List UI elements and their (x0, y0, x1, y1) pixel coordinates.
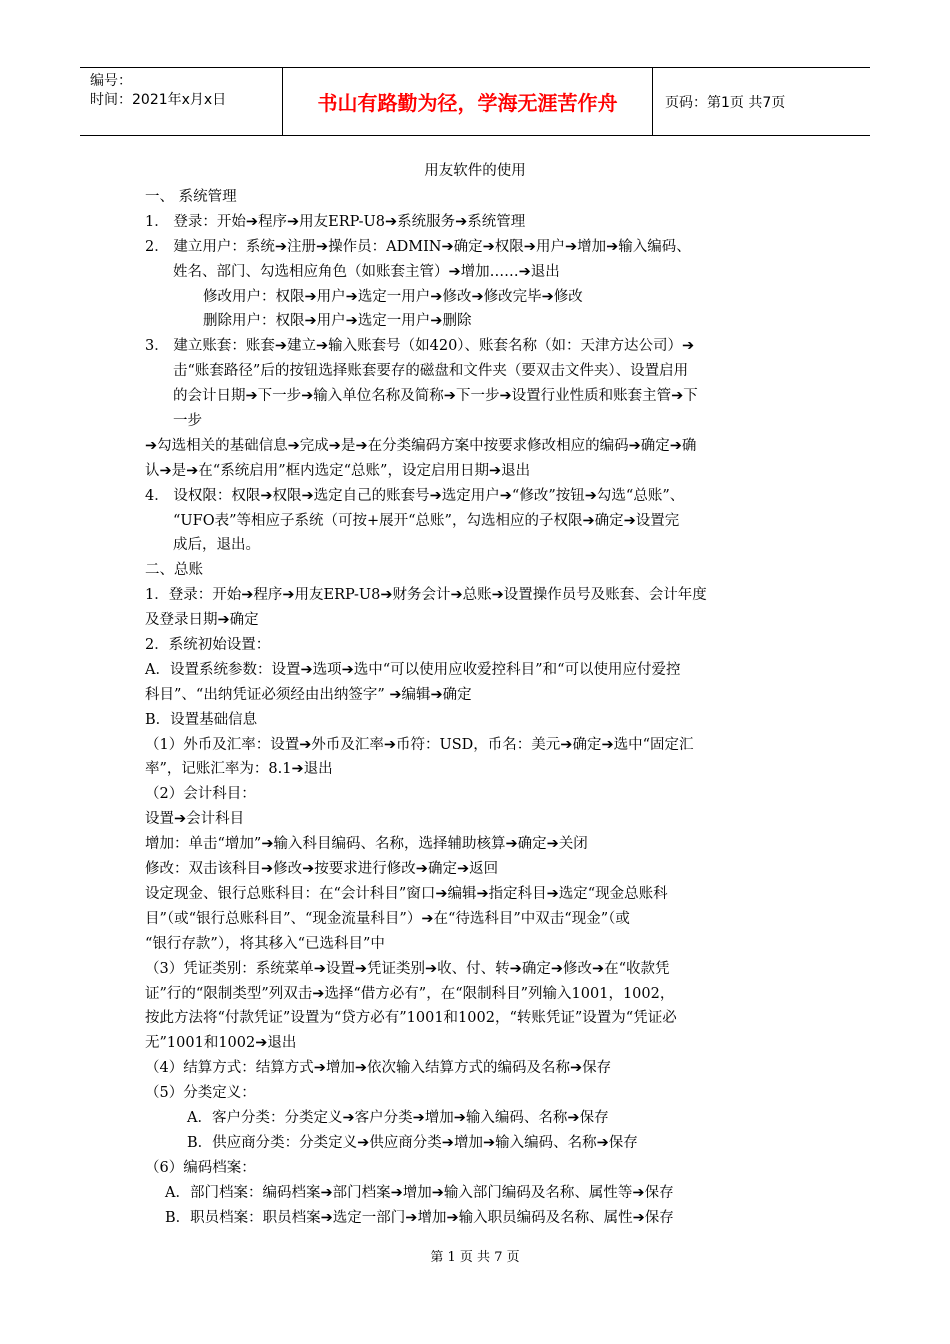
text-line: “UFO表”等相应子系统（可按+展开“总账”，勾选相应的子权限➔确定➔设置完 (173, 512, 680, 529)
text-line: （5）分类定义： (145, 1085, 256, 1102)
header-page-number: 页码：第1页 共7页 (665, 94, 786, 111)
text-line: 二、总账 (145, 562, 203, 579)
doc-time: 时间：2021年x月x日 (90, 92, 227, 108)
text-line: 修改用户：权限➔用户➔选定一用户➔修改➔修改完毕➔修改 (203, 288, 583, 305)
text-line: 率”，记账汇率为：8.1➔退出 (145, 761, 333, 778)
text-line: 修改：双击该科目➔修改➔按要求进行修改➔确定➔返回 (145, 861, 499, 878)
text-line: 无”1001和1002➔退出 (145, 1035, 297, 1052)
text-line: 目”（或“银行总账科目”、“现金流量科目”）➔在“待选科目”中双击“现金”（或 (145, 910, 630, 927)
text-line: （3）凭证类别：系统菜单➔设置➔凭证类别➔收、付、转➔确定➔修改➔在“收款凭 (145, 960, 670, 977)
text-line: 及登录日期➔确定 (145, 612, 259, 629)
text-line: 按此方法将“付款凭证”设置为“贷方必有”1001和1002，“转账凭证”设置为“凭证必 (145, 1010, 677, 1027)
text-line: ➔勾选相关的基础信息➔完成➔是➔在分类编码方案中按要求修改相应的编码➔确定➔确 (145, 437, 697, 454)
text-line: 一、 系统管理 (145, 189, 237, 205)
text-line: （1）外币及汇率：设置➔外币及汇率➔币符：USD，币名：美元➔确定➔选中“固定汇 (145, 736, 694, 753)
document-title: 用友软件的使用 (424, 163, 526, 179)
text-line: 增加：单击“增加”➔输入科目编码、名称，选择辅助核算➔确定➔关闭 (145, 836, 588, 853)
page-header (80, 67, 870, 136)
text-line: 设置➔会计科目 (145, 811, 245, 828)
text-line: B．设置基础信息 (145, 711, 258, 728)
header-info (80, 68, 283, 135)
text-line: 1．登录：开始➔程序➔用友ERP-U8➔财务会计➔总账➔设置操作员号及账套、会计年度 (145, 587, 707, 604)
text-line: A．设置系统参数：设置➔选项➔选中“可以使用应收爱控科目”和“可以使用应付爱控 (145, 661, 681, 678)
text-line: 3． 建立账套：账套➔建立➔输入账套号（如420）、账套名称（如：天津方达公司）➔ (145, 338, 695, 355)
text-line: A．客户分类：分类定义➔客户分类➔增加➔输入编码、名称➔保存 (187, 1109, 609, 1126)
text-line: A．部门档案：编码档案➔部门档案➔增加➔输入部门编码及名称、属性等➔保存 (165, 1184, 674, 1201)
text-line: 一步 (173, 413, 202, 430)
text-line: 删除用户：权限➔用户➔选定一用户➔删除 (203, 313, 472, 330)
text-line: 证”行的“限制类型”列双击➔选择“借方必有”，在“限制科目”列输入1001，1002， (145, 985, 675, 1002)
doc-number: 编号： (90, 73, 132, 89)
text-line: B．供应商分类：分类定义➔供应商分类➔增加➔输入编码、名称➔保存 (187, 1134, 638, 1151)
text-line: 击“账套路径”后的按钮选择账套要存的磁盘和文件夹（要双击文件夹）、设置启用 (173, 363, 689, 380)
text-line: 认➔是➔在“系统启用”框内选定“总账”，设定启用日期➔退出 (145, 462, 531, 479)
text-line: 2． 建立用户：系统➔注册➔操作员：ADMIN➔确定➔权限➔用户➔增加➔输入编码、 (145, 238, 691, 255)
text-line: 的会计日期➔下一步➔输入单位名称及简称➔下一步➔设置行业性质和账套主管➔下 (173, 388, 698, 405)
text-line: 成后，退出。 (173, 537, 260, 554)
text-line: （4）结算方式：结算方式➔增加➔依次输入结算方式的编码及名称➔保存 (145, 1060, 612, 1077)
header-motto: 书山有路勤为径，学海无涯苦作舟 (283, 68, 653, 135)
text-line: 2．系统初始设置： (145, 637, 271, 654)
text-line: 1． 登录：开始➔程序➔用友ERP-U8➔系统服务➔系统管理 (145, 213, 526, 230)
text-line: 4． 设权限：权限➔权限➔选定自己的账套号➔选定用户➔“修改”按钮➔勾选“总账”、 (145, 487, 685, 504)
text-line: B．职员档案：职员档案➔选定一部门➔增加➔输入职员编码及名称、属性➔保存 (165, 1209, 674, 1226)
text-line: “银行存款”），将其移入“已选科目”中 (145, 935, 385, 952)
text-line: 姓名、部门、勾选相应角色（如账套主管）➔增加……➔退出 (173, 263, 560, 280)
page-footer: 第 1 页 共 7 页 (430, 1250, 520, 1265)
document-body (145, 185, 810, 1230)
text-line: 科目”、“出纳凭证必须经由出纳签字” ➔编辑➔确定 (145, 686, 472, 703)
text-line: （2）会计科目： (145, 786, 256, 803)
text-line: 设定现金、银行总账科目：在“会计科目”窗口➔编辑➔指定科目➔选定“现金总账科 (145, 885, 668, 902)
text-line: （6）编码档案： (145, 1159, 256, 1176)
